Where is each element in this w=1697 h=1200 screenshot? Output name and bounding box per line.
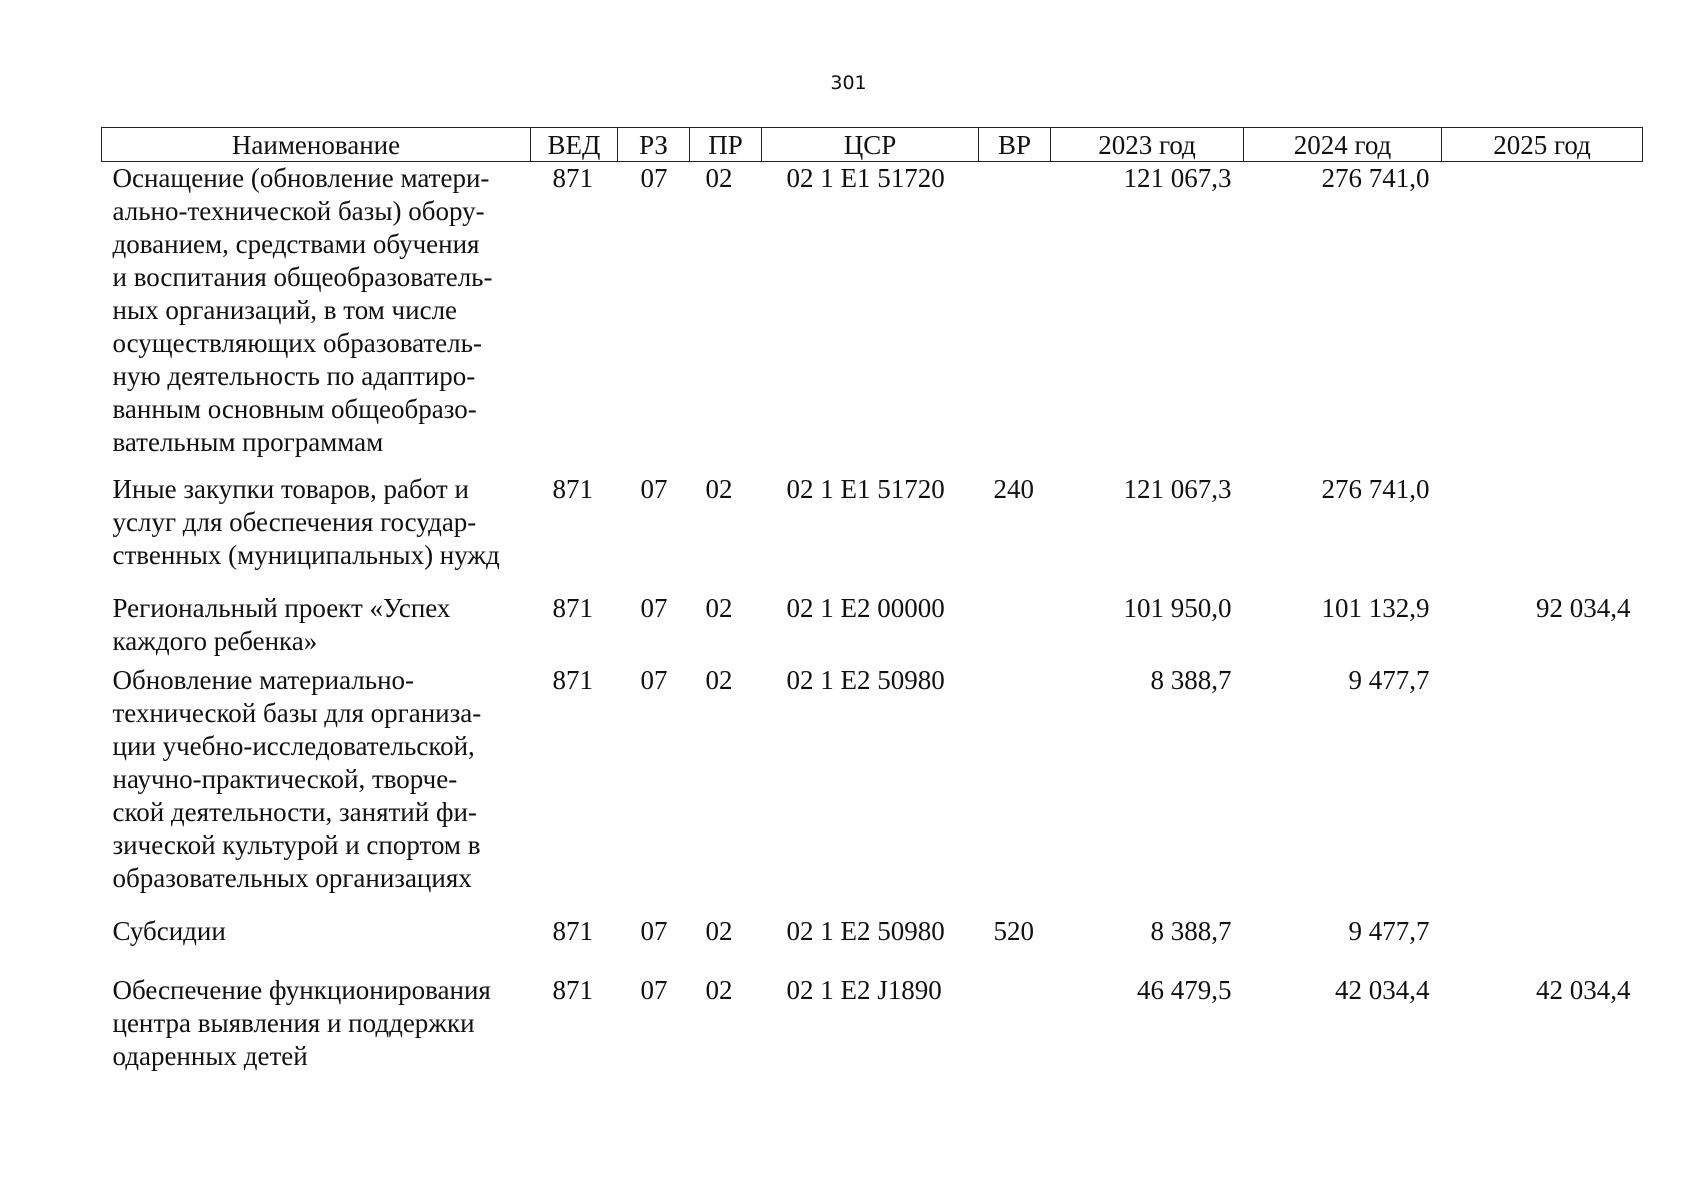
table-row xyxy=(102,473,1643,572)
cell-2023: 121 067,3 xyxy=(1123,474,1232,504)
cell-2023: 101 950,0 xyxy=(1123,593,1232,623)
header-name: Наименование xyxy=(102,128,531,162)
cell-2024: 101 132,9 xyxy=(1321,593,1430,623)
cell-ved: 871 xyxy=(552,593,593,623)
cell-rz: 07 xyxy=(640,474,668,504)
header-2023: 2023 год xyxy=(1051,128,1244,162)
cell-vr: 520 xyxy=(993,916,1034,946)
row-spacer-cell xyxy=(102,895,1643,915)
table-row xyxy=(102,915,1643,948)
cell-2025 xyxy=(1442,162,1643,460)
cell-2024: 276 741,0 xyxy=(1321,474,1430,504)
cell-2024: 9 477,7 xyxy=(1348,665,1430,695)
budget-table xyxy=(101,127,1643,1073)
cell-2025 xyxy=(1442,915,1643,948)
cell-rz: 07 xyxy=(640,163,668,193)
header-csr: ЦСР xyxy=(762,128,979,162)
row-spacer-cell xyxy=(102,459,1643,473)
cell-2025: 42 034,4 xyxy=(1536,975,1631,1005)
cell-ved: 871 xyxy=(552,916,593,946)
cell-rz: 07 xyxy=(640,665,668,695)
header-rz: РЗ xyxy=(618,128,690,162)
cell-csr: 02 1 E2 50980 xyxy=(786,916,945,946)
cell-2023: 8 388,7 xyxy=(1150,916,1232,946)
cell-vr xyxy=(979,162,1051,460)
cell-2024: 9 477,7 xyxy=(1348,916,1430,946)
row-spacer-cell xyxy=(102,948,1643,974)
cell-csr: 02 1 E2 50980 xyxy=(786,665,945,695)
cell-2024: 276 741,0 xyxy=(1321,163,1430,193)
header-pr: ПР xyxy=(690,128,762,162)
cell-ved: 871 xyxy=(552,474,593,504)
cell-vr: 240 xyxy=(993,474,1034,504)
cell-pr: 02 xyxy=(705,665,733,695)
cell-ved: 871 xyxy=(552,665,593,695)
cell-2025: 92 034,4 xyxy=(1536,593,1631,623)
cell-csr: 02 1 E2 00000 xyxy=(786,593,945,623)
header-ved: ВЕД xyxy=(531,128,618,162)
page-number: 301 xyxy=(830,72,867,94)
cell-rz: 07 xyxy=(640,975,668,1005)
cell-rz: 07 xyxy=(640,916,668,946)
table-row xyxy=(102,974,1643,1073)
cell-2023: 46 479,5 xyxy=(1137,975,1232,1005)
table-row xyxy=(102,162,1643,460)
cell-csr: 02 1 E1 51720 xyxy=(786,163,945,193)
table-row xyxy=(102,664,1643,895)
cell-pr: 02 xyxy=(705,916,733,946)
header-vr: ВР xyxy=(979,128,1051,162)
header-2024: 2024 год xyxy=(1244,128,1442,162)
cell-2024: 42 034,4 xyxy=(1335,975,1430,1005)
table-body xyxy=(102,162,1643,1074)
table-header xyxy=(102,128,1643,162)
cell-pr: 02 xyxy=(705,474,733,504)
cell-csr: 02 1 E2 J1890 xyxy=(786,975,942,1005)
cell-2023: 121 067,3 xyxy=(1123,163,1232,193)
row-spacer xyxy=(102,948,1643,974)
cell-pr: 02 xyxy=(705,975,733,1005)
cell-name: Субсидии xyxy=(112,916,226,946)
row-spacer-cell xyxy=(102,572,1643,592)
cell-name: Оснащение (обновление матери- ально-технической базы) обору- дованием, средствами обучения и воспитания общеобразователь- ных организаций, в том числе осуществляющих образователь- ную деятельность по адаптиро- ванным основным общеобразо- вательным программам xyxy=(112,163,493,457)
cell-name: Обеспечение функционирования центра выявления и поддержки одаренных детей xyxy=(112,975,491,1071)
header-2025: 2025 год xyxy=(1442,128,1643,162)
cell-ved: 871 xyxy=(552,975,593,1005)
cell-rz: 07 xyxy=(640,593,668,623)
cell-vr xyxy=(979,664,1051,895)
row-spacer xyxy=(102,895,1643,915)
cell-pr: 02 xyxy=(705,163,733,193)
row-spacer xyxy=(102,459,1643,473)
cell-vr xyxy=(979,592,1051,658)
cell-ved: 871 xyxy=(552,163,593,193)
cell-vr xyxy=(979,974,1051,1073)
cell-2025 xyxy=(1442,664,1643,895)
cell-name: Обновление материально- технической базы для организа- ции учебно-исследовательской, научно-практической, творче- ской деятельности, занятий фи- зической культурой и спортом в образовательных организациях xyxy=(112,665,482,893)
cell-2023: 8 388,7 xyxy=(1150,665,1232,695)
cell-name: Региональный проект «Успех каждого ребенка» xyxy=(112,593,451,656)
row-spacer xyxy=(102,572,1643,592)
table-row xyxy=(102,592,1643,658)
cell-2025 xyxy=(1442,473,1643,572)
cell-name: Иные закупки товаров, работ и услуг для обеспечения государ- ственных (муниципальных) нужд xyxy=(112,474,500,570)
cell-csr: 02 1 E1 51720 xyxy=(786,474,945,504)
cell-pr: 02 xyxy=(705,593,733,623)
